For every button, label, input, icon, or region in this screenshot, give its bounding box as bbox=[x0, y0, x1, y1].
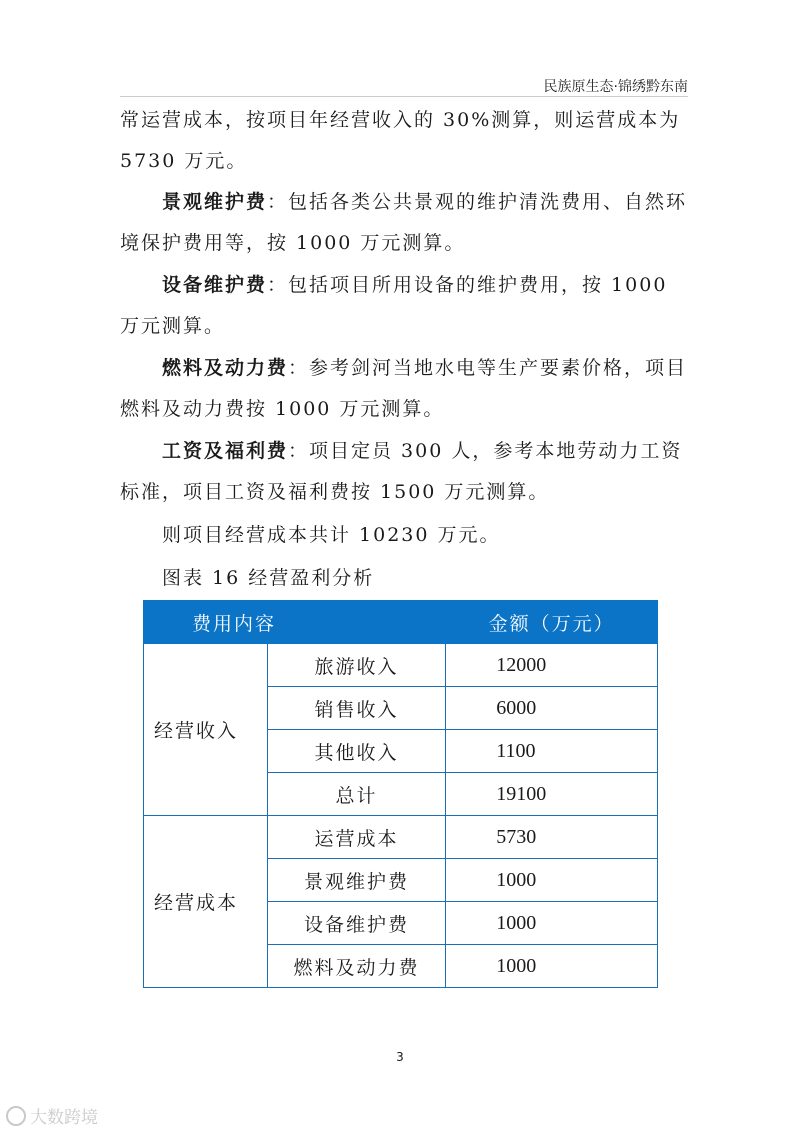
group-label-income: 经营收入 bbox=[144, 644, 268, 816]
financial-table bbox=[143, 600, 658, 988]
page-number: 3 bbox=[396, 1050, 404, 1064]
table-row bbox=[144, 644, 658, 687]
paragraph-fuel-power bbox=[120, 348, 688, 430]
paragraph-bold-term: 燃料及动力费 bbox=[162, 357, 289, 379]
row-label: 旅游收入 bbox=[267, 644, 446, 687]
header-amount: 金额（万元） bbox=[446, 601, 658, 644]
row-value: 12000 bbox=[446, 644, 658, 687]
row-value: 5730 bbox=[446, 816, 658, 859]
paragraph-landscape-maintenance bbox=[120, 182, 688, 264]
paragraph-text: ：包括各类公共景观的维护清洗费用、自然环境保护费用等，按 1000 万元测算。 bbox=[120, 191, 688, 254]
row-label: 运营成本 bbox=[267, 816, 446, 859]
row-label: 设备维护费 bbox=[267, 902, 446, 945]
row-value: 1000 bbox=[446, 945, 658, 988]
row-label: 总计 bbox=[267, 773, 446, 816]
watermark-logo-icon bbox=[6, 1106, 26, 1126]
group-label-cost: 经营成本 bbox=[144, 816, 268, 988]
row-value: 1000 bbox=[446, 902, 658, 945]
paragraph-text: ：项目定员 300 人，参考本地劳动力工资标准，项目工资及福利费按 1500 万元测算。 bbox=[120, 440, 683, 503]
row-label: 燃料及动力费 bbox=[267, 945, 446, 988]
row-label: 销售收入 bbox=[267, 687, 446, 730]
paragraph-operating-cost bbox=[120, 100, 688, 182]
paragraph-wages-welfare bbox=[120, 431, 688, 513]
paragraph-text: ：包括项目所用设备的维护费用，按 1000 万元测算。 bbox=[120, 274, 668, 337]
paragraph-text: 则项目经营成本共计 10230 万元。 bbox=[162, 524, 501, 546]
row-value: 6000 bbox=[446, 687, 658, 730]
table-row bbox=[144, 816, 658, 859]
paragraph-text: ：参考剑河当地水电等生产要素价格，项目燃料及动力费按 1000 万元测算。 bbox=[120, 357, 688, 420]
header-divider bbox=[120, 96, 688, 97]
paragraph-bold-term: 设备维护费 bbox=[162, 274, 268, 296]
row-label: 景观维护费 bbox=[267, 859, 446, 902]
paragraph-equipment-maintenance bbox=[120, 265, 688, 347]
row-value: 1100 bbox=[446, 730, 658, 773]
paragraph-total-cost bbox=[120, 515, 688, 556]
watermark-text: 大数跨境 bbox=[30, 1108, 98, 1128]
table-caption: 图表 16 经营盈利分析 bbox=[162, 567, 375, 589]
header-item: 费用内容 bbox=[144, 601, 446, 644]
paragraph-bold-term: 工资及福利费 bbox=[162, 440, 289, 462]
row-value: 19100 bbox=[446, 773, 658, 816]
table-header-row bbox=[144, 601, 658, 644]
row-value: 1000 bbox=[446, 859, 658, 902]
watermark bbox=[6, 1103, 98, 1128]
row-label: 其他收入 bbox=[267, 730, 446, 773]
page-header: 民族原生态·锦绣黔东南 bbox=[543, 79, 688, 95]
paragraph-text: 常运营成本，按项目年经营收入的 30%测算，则运营成本为 5730 万元。 bbox=[120, 109, 681, 172]
paragraph-bold-term: 景观维护费 bbox=[162, 191, 268, 213]
